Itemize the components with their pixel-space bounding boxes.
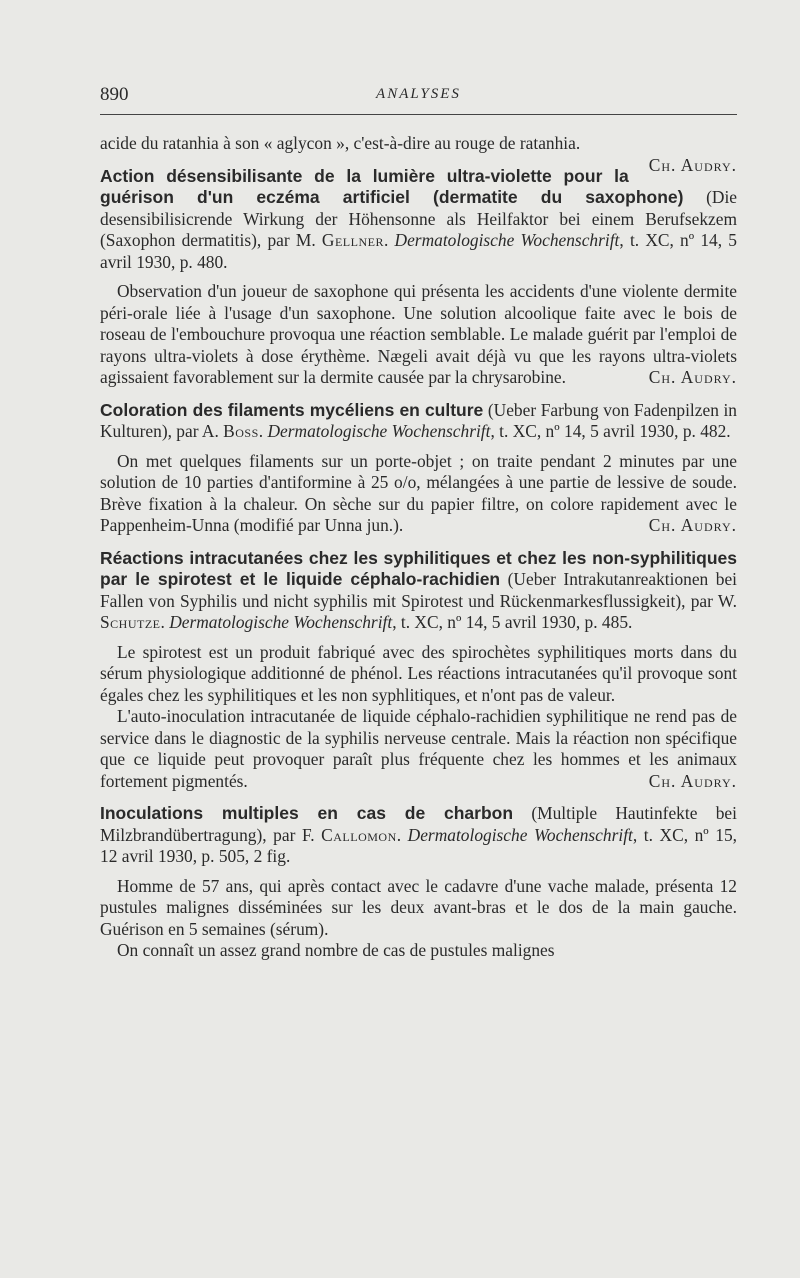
separator: .: [396, 824, 408, 845]
journal-name: Dermatologische Wochenschrift: [394, 230, 620, 250]
page-content: [100, 133, 737, 962]
reference: , t. XC, nº 14, 5 avril 1930, p. 482.: [490, 421, 731, 441]
signature: Ch. Audry.: [648, 154, 737, 175]
journal-name: Dermatologische Wochenschrift: [169, 612, 393, 632]
journal-name: Dermatologische Wochenschrift: [407, 824, 633, 845]
intro-text: acide du ratanhia à son « aglycon », c'est-à-dire au rouge de ratanhia.: [100, 133, 581, 153]
article: [100, 166, 737, 389]
article-paragraph: [100, 940, 737, 962]
article-heading: [100, 803, 737, 868]
original-title: (Die desensibilisicrende Wirkung der Höhensonne als Heilfaktor bei einem Berufsekzem (Saxophon dermatitis), par M.: [100, 187, 738, 250]
signature: Ch. Audry.: [648, 770, 737, 791]
article-heading: [100, 548, 737, 634]
article-title: Action désensibilisante de la lumière ultra-violette pour la guérison d'un eczéma artificiel (dermatite du saxophone): [100, 165, 684, 207]
reference: , t. XC, nº 15, 12 avril 1930, p. 505, 2 fig.: [100, 824, 737, 866]
article: [100, 400, 737, 537]
author-name: Gellner: [321, 230, 384, 250]
article-title: Inoculations multiples en cas de charbon: [100, 803, 514, 823]
article-paragraph: [100, 281, 737, 389]
original-title: (Ueber Intrakutanreaktionen bei Fallen von Syphilis und nicht syphilis mit Spirotest und Rückenmarkesflussigkeit), par W.: [100, 569, 737, 611]
article-title: Coloration des filaments mycéliens en culture: [100, 399, 484, 420]
article-heading: [100, 400, 737, 443]
paragraph-text: Homme de 57 ans, qui après contact avec le cadavre d'une vache malade, présenta 12 pustules malignes disséminées sur les deux avant-bras et le dos de la main gauche. Guérison en 5 semaines (sérum).: [100, 875, 737, 939]
article-heading: [100, 166, 737, 274]
article-paragraph: [100, 706, 737, 792]
article: [100, 548, 737, 793]
running-title: ANALYSES: [376, 86, 461, 102]
article-paragraph: [100, 642, 737, 707]
separator: .: [383, 230, 395, 250]
running-head: [100, 0, 737, 110]
original-title: (Ueber Farbung von Fadenpilzen in Kulturen), par A.: [100, 399, 737, 441]
author-name: Callomon: [321, 824, 397, 845]
article-paragraph: [100, 876, 737, 941]
paragraph-text: L'auto-inoculation intracutanée de liquide céphalo-rachidien syphilitique ne rend pas de service dans le diagnostic de la syphilis nerveuse centrale. Mais la réaction non spécifique que ce liquide peut provoquer paraît plus fréquente chez les hommes et les animaux fortement pigmentés.: [100, 706, 737, 791]
paragraph-text: On connaît un assez grand nombre de cas de pustules malignes: [117, 940, 555, 960]
original-title: (Multiple Hautinfekte bei Milzbrandübertragung), par F.: [100, 803, 737, 845]
header-rule: [100, 114, 737, 115]
article-paragraph: [100, 451, 737, 537]
reference: , t. XC, nº 14, 5 avril 1930, p. 480.: [100, 230, 737, 272]
signature: Ch. Audry.: [648, 515, 737, 535]
author-name: Schutze: [100, 612, 161, 632]
paragraph-text: On met quelques filaments sur un porte-objet ; on traite pendant 2 minutes par une solution de 10 parties d'antiformine à 25 o/o, mélangées à une partie de lessive de soude. Brève fixation à la chaleur. On sèche sur du papier filtre, on colore rapidement avec le Pappenheim-Unna (modifié par Unna jun.).: [100, 450, 737, 535]
article-title: Réactions intracutanées chez les syphilitiques et chez les non-syphilitiques par le spirotest et le liquide céphalo-rachidien: [100, 547, 737, 589]
paragraph-text: Observation d'un joueur de saxophone qui présenta les accidents d'une violente dermite péri-orale liée à l'usage d'un saxophone. Une solution alcoolique faite avec le bois de roseau de l'embouchure provoqua une réaction semblable. Le malade guérit par l'emploi de rayons ultra-violets à dose érythème. Nægeli avait déjà vu que les rayons ultra-violets agissaient favorablement sur la dermite causée par la chrysarobine.: [100, 281, 737, 387]
author-name: Boss: [223, 421, 259, 441]
page-number: 890: [100, 84, 129, 105]
intro-paragraph: [100, 133, 737, 155]
journal-name: Dermatologische Wochenschrift: [267, 421, 491, 441]
reference: , t. XC, nº 14, 5 avril 1930, p. 485.: [392, 612, 633, 632]
separator: .: [160, 612, 170, 632]
article: [100, 803, 737, 962]
separator: .: [258, 421, 268, 441]
paragraph-text: Le spirotest est un produit fabriqué avec des spirochètes syphilitiques morts dans du sérum physiologique additionné de phénol. Les réactions intracutanées qu'il provoque sont égales chez les syphilitiques et les non syphlitiques, et n'ont pas de valeur.: [100, 641, 737, 705]
signature: Ch. Audry.: [648, 367, 737, 387]
